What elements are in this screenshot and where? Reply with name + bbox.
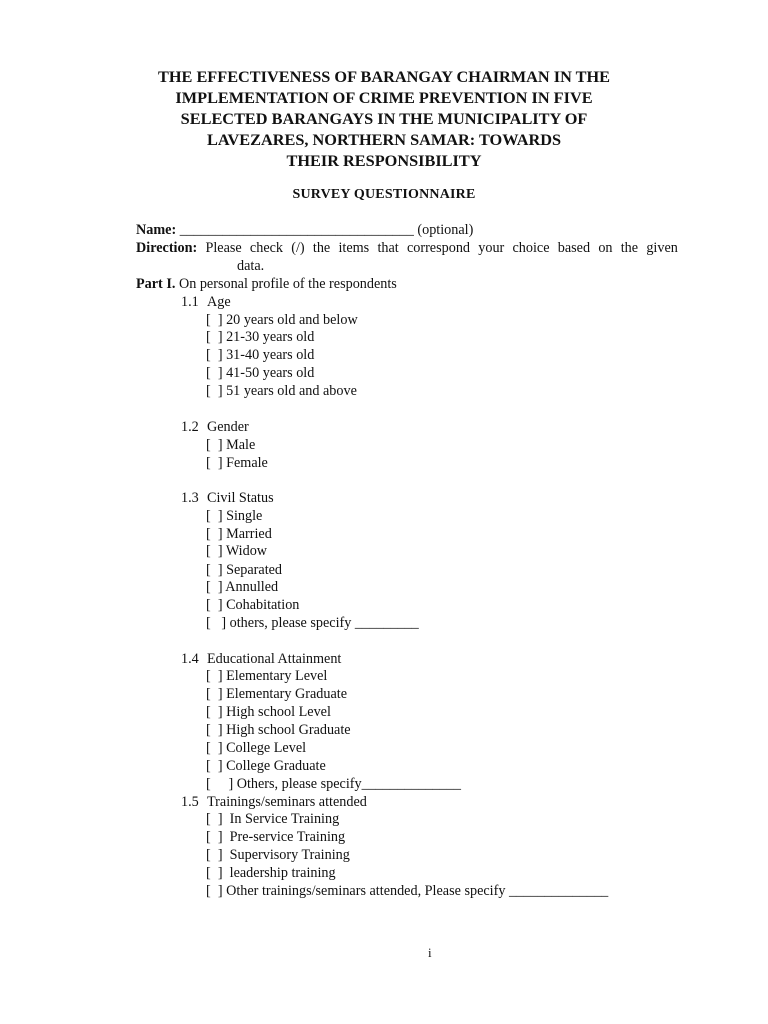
checkbox-option[interactable]: [ ] 20 years old and below xyxy=(206,312,358,328)
title-line: LAVEZARES, NORTHERN SAMAR: TOWARDS xyxy=(206,130,562,149)
direction-word: items xyxy=(338,240,370,256)
title-line: IMPLEMENTATION OF CRIME PREVENTION IN FIVE xyxy=(175,88,593,107)
section-label: Gender xyxy=(207,419,249,435)
section-heading-age xyxy=(181,294,231,312)
checkbox-option[interactable]: [ ] leadership training xyxy=(206,865,336,881)
direction-word: the xyxy=(620,240,639,256)
section-number: 1.2 xyxy=(181,419,199,435)
direction-block xyxy=(136,240,678,276)
name-line xyxy=(136,222,473,240)
name-field: _________________________________ (optional) xyxy=(176,222,474,238)
direction-word: (/) xyxy=(291,240,305,256)
direction-word: that xyxy=(377,240,399,256)
section-label: Age xyxy=(207,294,231,310)
direction-line-1 xyxy=(136,240,678,258)
part-text: On personal profile of the respondents xyxy=(175,276,397,292)
direction-word: the xyxy=(312,240,331,256)
checkbox-option[interactable]: [ ] Female xyxy=(206,455,268,471)
checkbox-option[interactable]: [ ] others, please specify _________ xyxy=(206,615,419,631)
direction-word: Please xyxy=(205,240,242,256)
checkbox-option[interactable]: [ ] 21-30 years old xyxy=(206,329,315,345)
checkbox-option[interactable]: [ ] Supervisory Training xyxy=(206,847,350,863)
checkbox-option[interactable]: [ ] Single xyxy=(206,508,263,524)
checkbox-option[interactable]: [ ] High school Graduate xyxy=(206,722,351,738)
checkbox-option[interactable]: [ ] College Graduate xyxy=(206,758,326,774)
checkbox-option[interactable]: [ ] Elementary Level xyxy=(206,668,328,684)
section-label: Educational Attainment xyxy=(207,651,342,667)
checkbox-option[interactable]: [ ] Cohabitation xyxy=(206,597,300,613)
page-number: i xyxy=(428,945,432,960)
section-label: Civil Status xyxy=(207,490,274,506)
section-number: 1.4 xyxy=(181,651,199,667)
section-heading-gender xyxy=(181,419,249,437)
checkbox-option[interactable]: [ ] Annulled xyxy=(206,579,279,595)
checkbox-option[interactable]: [ ] 41-50 years old xyxy=(206,365,315,381)
document-title xyxy=(120,66,648,171)
checkbox-option[interactable]: [ ] College Level xyxy=(206,740,307,756)
part-heading xyxy=(136,276,397,294)
section-heading-civil-status xyxy=(181,490,274,508)
checkbox-option[interactable]: [ ] 31-40 years old xyxy=(206,347,315,363)
direction-word: based xyxy=(557,240,591,256)
name-label: Name: xyxy=(136,222,177,238)
section-number: 1.5 xyxy=(181,794,199,810)
checkbox-option[interactable]: [ ] Separated xyxy=(206,562,283,578)
direction-label: Direction: xyxy=(136,240,198,256)
title-line: THEIR RESPONSIBILITY xyxy=(286,151,482,170)
direction-word: correspond xyxy=(406,240,471,256)
checkbox-option[interactable]: [ ] Married xyxy=(206,526,272,542)
checkbox-option[interactable]: [ ] Other trainings/seminars attended, Please specify ______________ xyxy=(206,883,609,899)
checkbox-option[interactable]: [ ] Elementary Graduate xyxy=(206,686,348,702)
checkbox-option[interactable]: [ ] Pre-service Training xyxy=(206,829,346,845)
checkbox-option[interactable]: [ ] Widow xyxy=(206,543,268,559)
checkbox-option[interactable]: [ ] In Service Training xyxy=(206,811,340,827)
section-label: Trainings/seminars attended xyxy=(207,794,367,810)
document-subtitle: SURVEY QUESTIONNAIRE xyxy=(292,187,476,202)
section-number: 1.3 xyxy=(181,490,199,506)
direction-word: check xyxy=(249,240,284,256)
part-label: Part I. xyxy=(136,276,176,292)
title-line: THE EFFECTIVENESS OF BARANGAY CHAIRMAN IN THE xyxy=(157,67,611,86)
direction-word: on xyxy=(598,240,613,256)
section-heading-educational-attainment xyxy=(181,651,341,669)
checkbox-option[interactable]: [ ] High school Level xyxy=(206,704,331,720)
direction-word: given xyxy=(646,240,678,256)
title-line: SELECTED BARANGAYS IN THE MUNICIPALITY OF xyxy=(180,109,588,128)
direction-line-2: data. xyxy=(237,257,265,274)
checkbox-option[interactable]: [ ] Male xyxy=(206,437,256,453)
direction-word: choice xyxy=(512,240,550,256)
direction-word: your xyxy=(478,240,505,256)
checkbox-option[interactable]: [ ] 51 years old and above xyxy=(206,383,357,399)
checkbox-option[interactable]: [ ] Others, please specify______________ xyxy=(206,776,461,792)
section-number: 1.1 xyxy=(181,294,199,310)
section-heading-trainings xyxy=(181,794,367,812)
